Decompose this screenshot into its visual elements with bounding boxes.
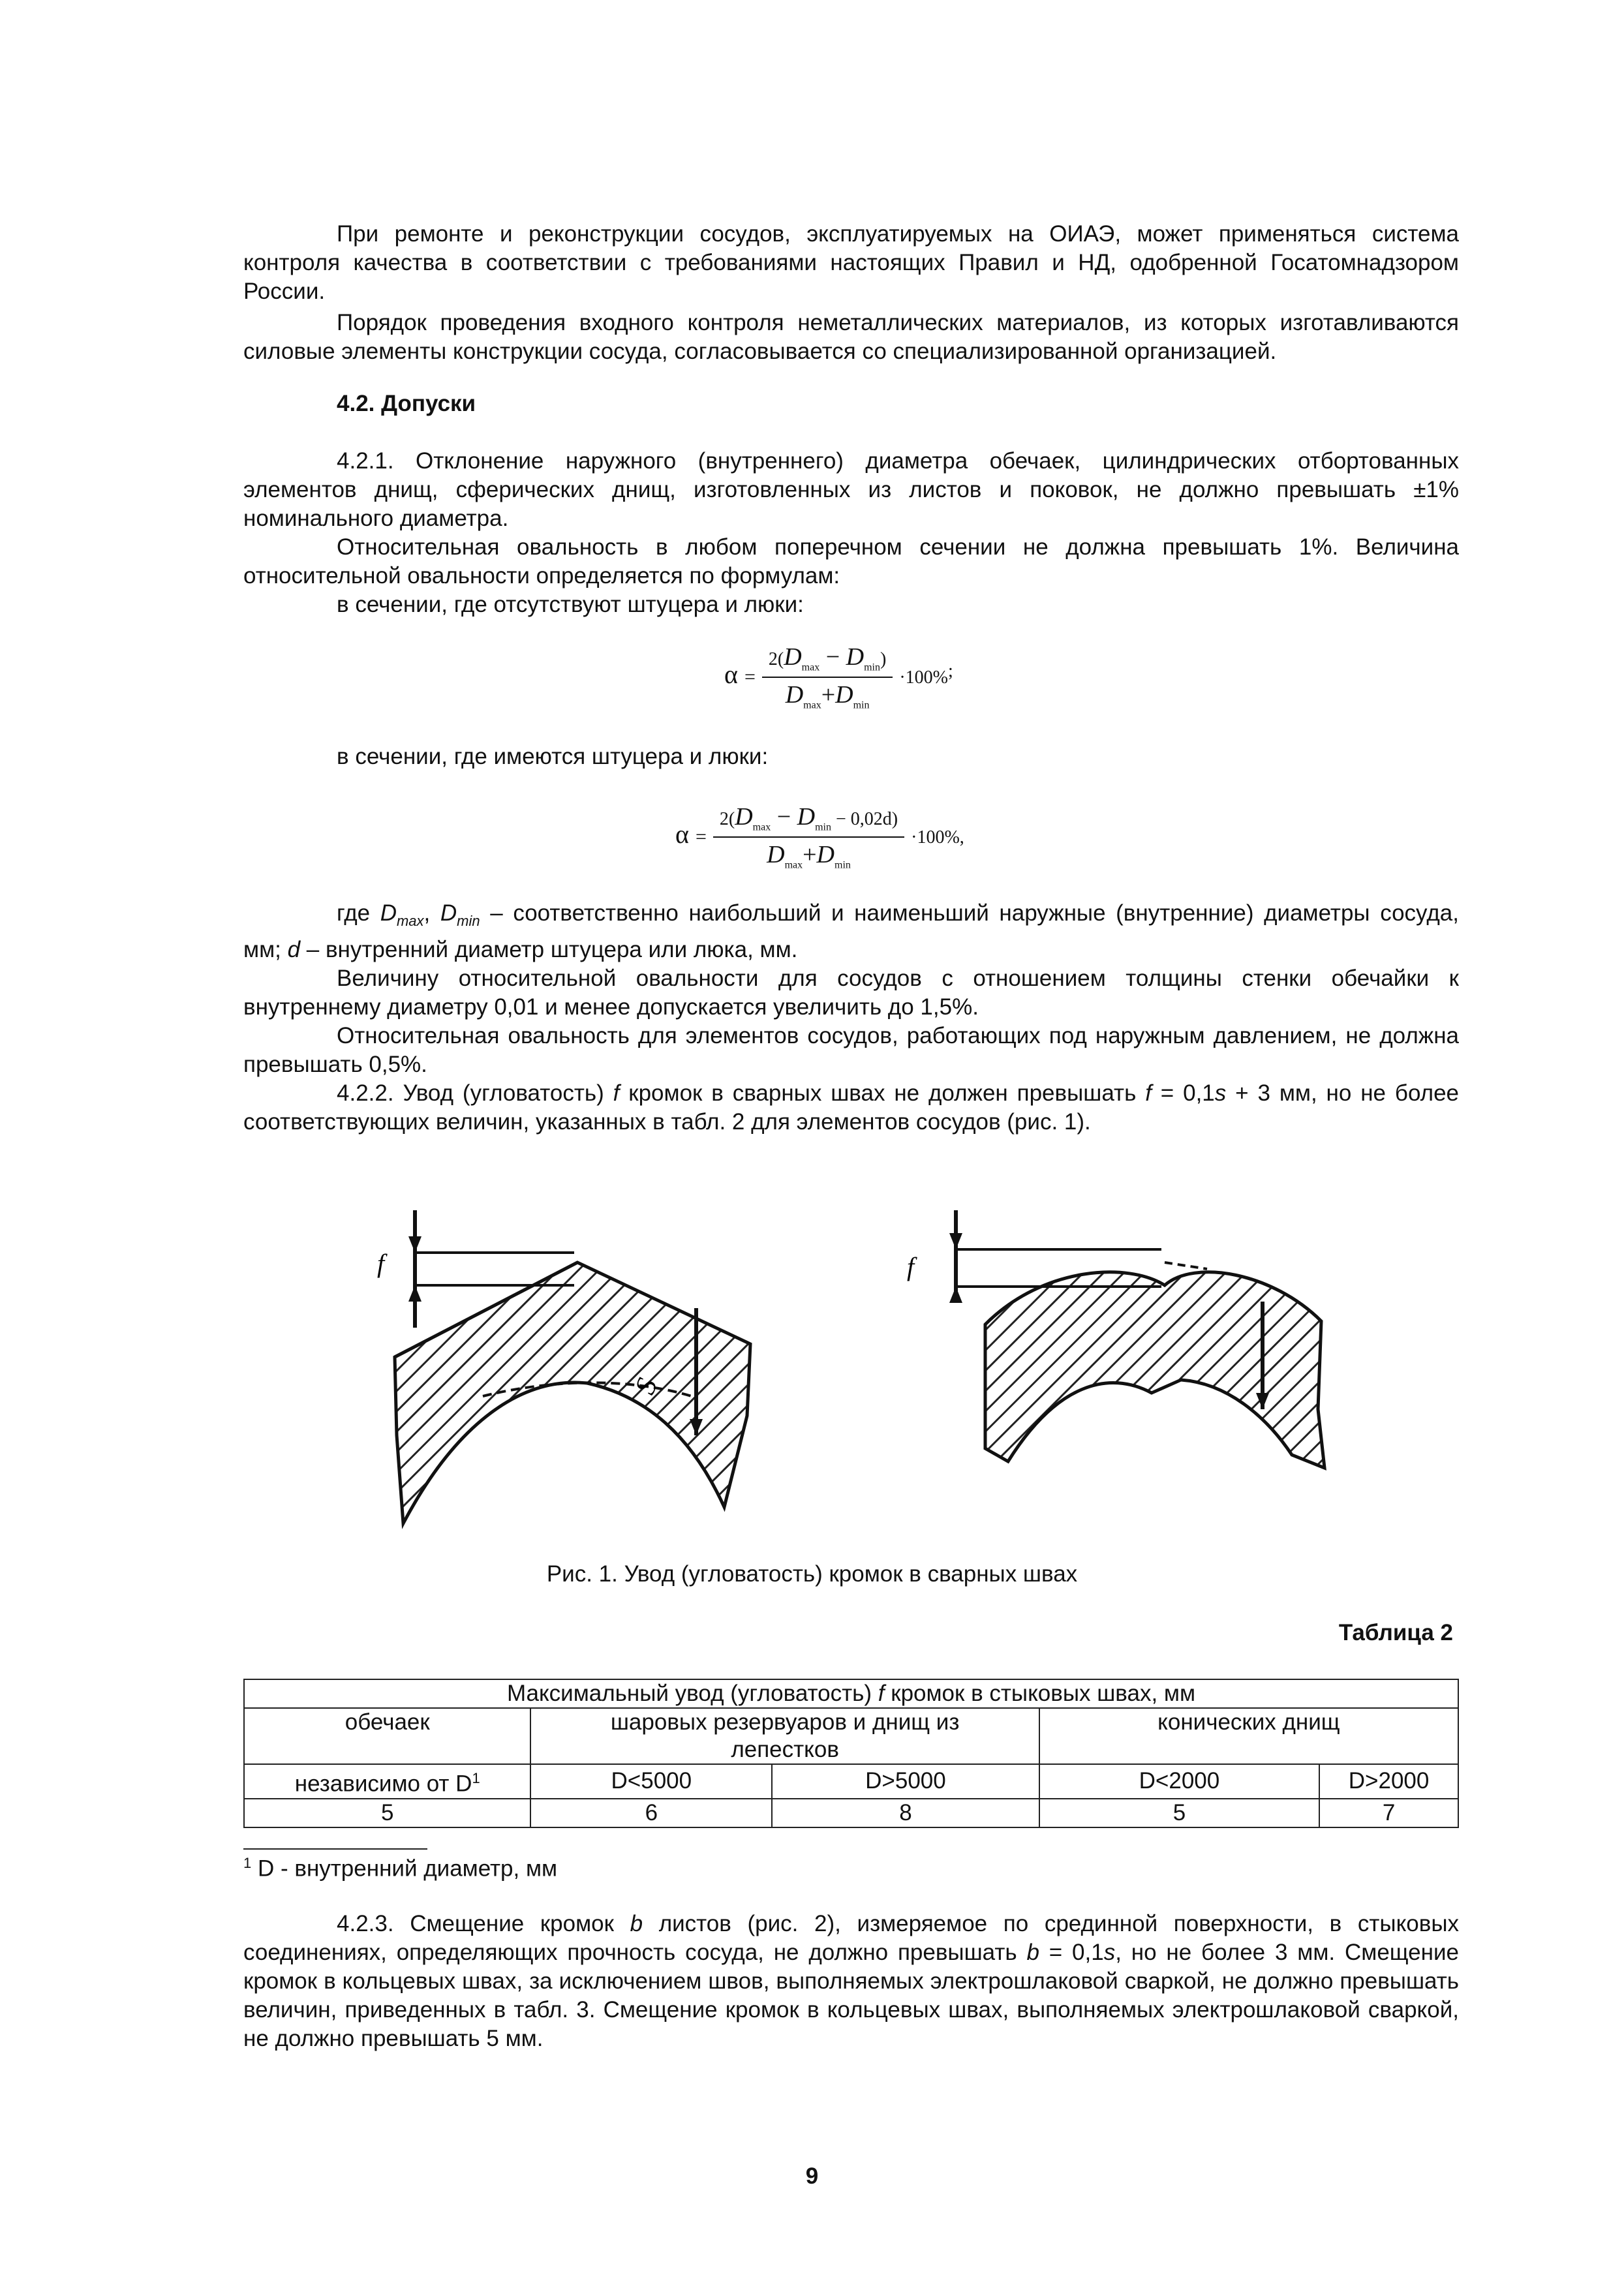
table-header-row	[244, 1679, 1458, 1708]
paragraph-4-2-3: 4.2.3. Смещение кромок b листов (рис. 2), измеряемое по срединной поверхности, в стыковых соединениях, определяющих прочность сосуда, не должно превышать b = 0,1s, но не более 3 мм. Смещение кромок в кольцевых швах, за исключением швов, выполняемых электрошлаковой сваркой, не должно превышать величин, приведенных в табл. 3. Смещение кромок в кольцевых швах, выполняемых электрошлаковой сваркой, не должно превышать 5 мм.	[243, 1911, 1460, 2051]
intro-paragraph-1: При ремонте и реконструкции сосудов, эксплуатируемых на ОИАЭ, может применяться система контроля качества в соответствии с требованиями настоящих Правил и НД, одобренной Госатомнадзором России.	[243, 221, 1459, 304]
table-cell: 6	[530, 1799, 772, 1827]
table-subheader-row	[244, 1764, 1458, 1799]
section-4-2-3	[243, 1910, 1459, 2053]
paragraph-with-nozzles: в сечении, где имеются штуцера и люки:	[337, 744, 769, 769]
subheader-d-more-2000: D>2000	[1319, 1764, 1458, 1799]
formula-1-numerator: $2(D_{max} - D_{min})$	[762, 643, 893, 678]
right-f-label: f	[907, 1252, 915, 1281]
paragraph-where: где $D_{max}$, $D_{min}$ – соответственно наибольший и наименьший наружные (внутренние) диаметры сосуда, мм; d – внутренний диаметр штуцера или люка, мм.	[243, 900, 1460, 962]
subheader-d-less-2000: D<2000	[1039, 1764, 1319, 1799]
subheader-independent: независимо от $D^1$	[244, 1764, 530, 1799]
header-spherical: шаровых резервуаров и днищ из лепестков	[530, 1708, 1039, 1764]
figure-right-offset	[907, 1210, 1325, 1468]
table-values-row	[244, 1799, 1458, 1827]
table-category-row	[244, 1708, 1458, 1764]
figure-caption: Рис. 1. Увод (угловатость) кромок в сварных швах	[546, 1561, 1078, 1587]
table-cell: 5	[1039, 1799, 1319, 1827]
left-f-label: f	[377, 1249, 385, 1278]
paragraph-ovality: Относительная овальность в любом поперечном сечении не должна превышать 1%. Величина относительной овальности определяется по формулам:	[243, 534, 1459, 588]
table-cell: 5	[244, 1799, 530, 1827]
formula-2-alpha: α	[675, 819, 689, 849]
formula-1-denominator: $D_{max}+D_{min}$	[785, 680, 870, 711]
intro-paragraph-2: Порядок проведения входного контроля неметаллических материалов, из которых изготавливаются силовые элементы конструкции сосуда, согласовывается со специализированной организацией.	[243, 310, 1459, 364]
tolerance-table	[243, 1679, 1459, 1828]
paragraph-4-2-2: 4.2.2. Увод (угловатость) f кромок в сварных швах не должен превышать f = 0,1s + 3 мм, но не более соответствующих величин, указанных в табл. 2 для элементов сосудов (рис. 1).	[243, 1080, 1459, 1135]
footnote: $^1$ D - внутренний диаметр, мм	[243, 1855, 558, 1882]
table-main-header: Максимальный увод (угловатость) f кромок в стыковых швах, мм	[244, 1679, 1458, 1708]
paragraph-ovality-increase: Величину относительной овальности для сосудов с отношением толщины стенки обечайки к внутреннему диаметру 0,01 и менее допускается увеличить до 1,5%.	[243, 966, 1459, 1020]
paragraph-4-2-1: 4.2.1. Отклонение наружного (внутреннего) диаметра обечаек, цилиндрических отбортованных элементов днищ, сферических днищ, изготовленных из листов и поковок, не должно превышать ±1% номинального диаметра.	[243, 448, 1459, 531]
page-number: 9	[805, 2163, 819, 2189]
header-shell: обечаек	[244, 1708, 530, 1764]
footnote-divider	[243, 1848, 427, 1850]
formula-1-eq: =	[744, 665, 756, 688]
left-s-label: S	[628, 1373, 664, 1399]
formula-2-multiplier: ·100%,	[911, 827, 964, 847]
formula-1-multiplier: ·100%	[899, 667, 948, 688]
figure-left-peaked	[377, 1210, 750, 1523]
section-heading: 4.2. Допуски	[337, 391, 476, 416]
table-title: Таблица 2	[1338, 1620, 1453, 1645]
table-cell: 7	[1319, 1799, 1458, 1827]
formula-1-end: ;	[947, 660, 953, 681]
paragraph-external-pressure: Относительная овальность для элементов сосудов, работающих под наружным давлением, не должна превышать 0,5%.	[243, 1023, 1459, 1077]
right-shape	[985, 1272, 1325, 1468]
header-conical: конических днищ	[1039, 1708, 1458, 1764]
table-cell: 8	[772, 1799, 1039, 1827]
paragraph-no-nozzles: в сечении, где отсутствуют штуцера и люки:	[337, 592, 804, 617]
formula-2-numerator: $2(D_{max} - D_{min} - 0,02d)$	[713, 802, 904, 838]
formula-2-denominator: $D_{max}+D_{min}$	[767, 840, 851, 871]
formula-1-alpha: α	[724, 659, 738, 689]
subheader-d-more-5000: D>5000	[772, 1764, 1039, 1799]
formula-2-eq: =	[695, 825, 707, 847]
subheader-d-less-5000: D<5000	[530, 1764, 772, 1799]
